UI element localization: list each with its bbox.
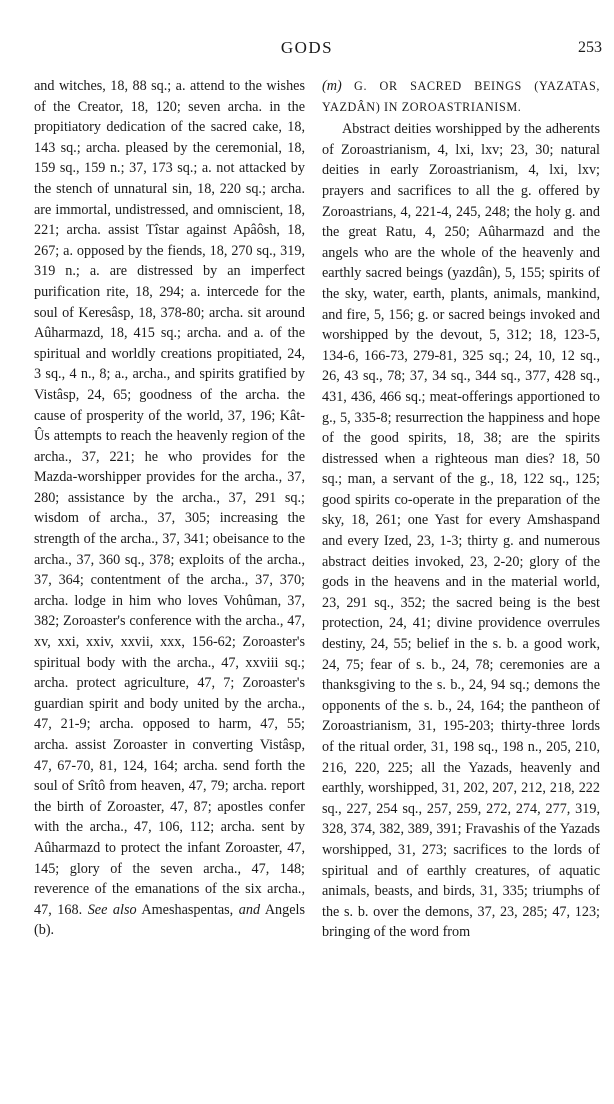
section-heading-text: G. OR SACRED BEINGS (YAZATAS, YAZDÂN) IN ZOROASTRIANISM. [322,79,600,114]
running-head [0,38,614,62]
index-entry-text [34,76,305,941]
section-marker: (m) [322,78,342,94]
page-number: 253 [578,39,602,56]
left-column-text: and witches, 18, 88 sq.; a. attend to the wishes of the Creator, 18, 120; seven archa. in the propitiatory dedication of the sacred cake, 18, 143 sq.; archa. pleased by the ceremonial, 18, 159 sq., 159 n.; 37, 173 sq.; a. not attacked by the stench of unnatural sin, 18, 220 sq.; archa. are immortal, undistressed, and omniscient, 18, 221; archa. assist Tîstar against Apâôsh, 18, 267; a. opposed by the fiends, 18, 270 sq., 319, 319 n.; a. are distressed by an imperfect purification rite, 18, 294; a. intercede for the soul of Keresâsp, 18, 378-80; archa. sit around Aûharmazd, 18, 415 sq.; archa. and a. of the spiritual and worldly creations propitiated, 24, 3 sq., 4 n., 8; a., archa., and spirits gratified by Vistâsp, 24, 65; goodness of the archa. the cause of prosperity of the world, 37, 196; Kât-Ûs attempts to reach the heavenly region of the archa., 37, 221; he who provides for the Mazda-worshipper provides for the archa., 37, 280; assistance by the archa., 37, 291 sq.; wisdom of archa., 37, 305; increasing the strength of the archa., 37, 341; obeisance to the archa., 37, 360 sq., 378; exploits of the archa., 37, 364; contentment of the archa., 37, 370; archa. lodge in him who loves Vohûman, 37, 382; Zoroaster's conference with the archa., 47, xv, xxi, xxiv, xxvii, xxx, 156-62; Zoroaster's spiritual body with the archa., 47, xxviii sq.; archa. protect agriculture, 47, 7; Zoroaster's guardian spirit and body united by the archa., 47, 21-9; archa. opposed to harm, 47, 55; archa. assist Zoroaster in converting Vistâsp, 47, 67-70, 81, 124, 164; archa. send forth the soul of Srîtô from heaven, 47, 79; archa. report the birth of Zoroaster, 47, 87; apostles confer with the archa., 47, 106, 112; archa. sent by Aûharmazd to protect the infant Zoroaster, 47, 145; glory of the seven archa., 47, 148; reverence of the emanations of the six archa., 47, 168. [34,78,305,918]
see-also-ref-ameshaspentas: Ameshaspentas, [141,901,234,918]
and-label: and [238,901,261,918]
see-also-ref-angels: Angels (b). [34,901,306,939]
right-column [322,76,600,943]
see-also-label: See also [87,901,137,918]
section-body: Abstract deities worshipped by the adherents of Zoroastrianism, 4, lxi, lxv; 23, 30; natural deities in early Zoroastrianism, 4, lxi, lxv; prayers and sacrifices to all the g. offered by Zoroastrians, 4, 221-4, 245, 248; the holy g. and the great Ratu, 4, 250; Aûharmazd and the angels who are the whole of the heavenly and earthly sacred beings (yazdân), 5, 155; spirits of the sky, water, earth, plants, animals, mankind, and fire, 5, 156; g. or sacred beings invoked and worshipped by the devout, 5, 312; 18, 123-5, 134-6, 166-73, 279-81, 325 sq.; 24, 10, 12 sq., 26, 43 sq., 78; 37, 34 sq., 344 sq., 377, 428 sq., 431, 436, 466 sq.; meat-offerings apportioned to g., 5, 335-8; resurrection the happiness and hope of the good spirits, 18, 38; are the spirits distressed when a righteous man dies? 18, 50 sq.; man, a servant of the g., 18, 122 sq., 125; good spirits co-operate in the preparation of the sky, 18, 261; one Yast for every Amshaspand and every Ized, 23, 1-3; thirty g. and numerous abstract deities invoked, 23, 2-20; glory of the gods in the heavens and in the material world, 23, 291 sq., 352; the sacred being is the best protection, 24, 41; divine providence overrules destiny, 24, 55; belief in the s. b. a good work, 24, 75; fear of s. b., 24, 78; ceremonies are a thanksgiving to the s. b., 24, 94 sq.; demons the opponents of the s. b., 24, 164; the pantheon of Zoroastrianism, 31, 195-203; thirty-three lords of the ritual order, 31, 198 sq., 198 n., 205, 210, 216, 220, 225; all the Yazads, heavenly and earthly, worshipped, 31, 202, 207, 212, 218, 222 sq., 227, 254 sq., 257, 259, 272, 274, 277, 319, 328, 374, 382, 389, 391; Fravashis of the Yazads worshipped, 31, 273; sacrifices to the lords of spiritual and of earthly creatures, of aquatic animals, beasts, and birds, 31, 335; triumphs of the s. b. over the demons, 37, 23, 285; 47, 123; bringing of the word from [322,121,600,941]
section-heading [322,76,600,117]
page-title: GODS [280,38,334,57]
left-column [34,76,305,941]
